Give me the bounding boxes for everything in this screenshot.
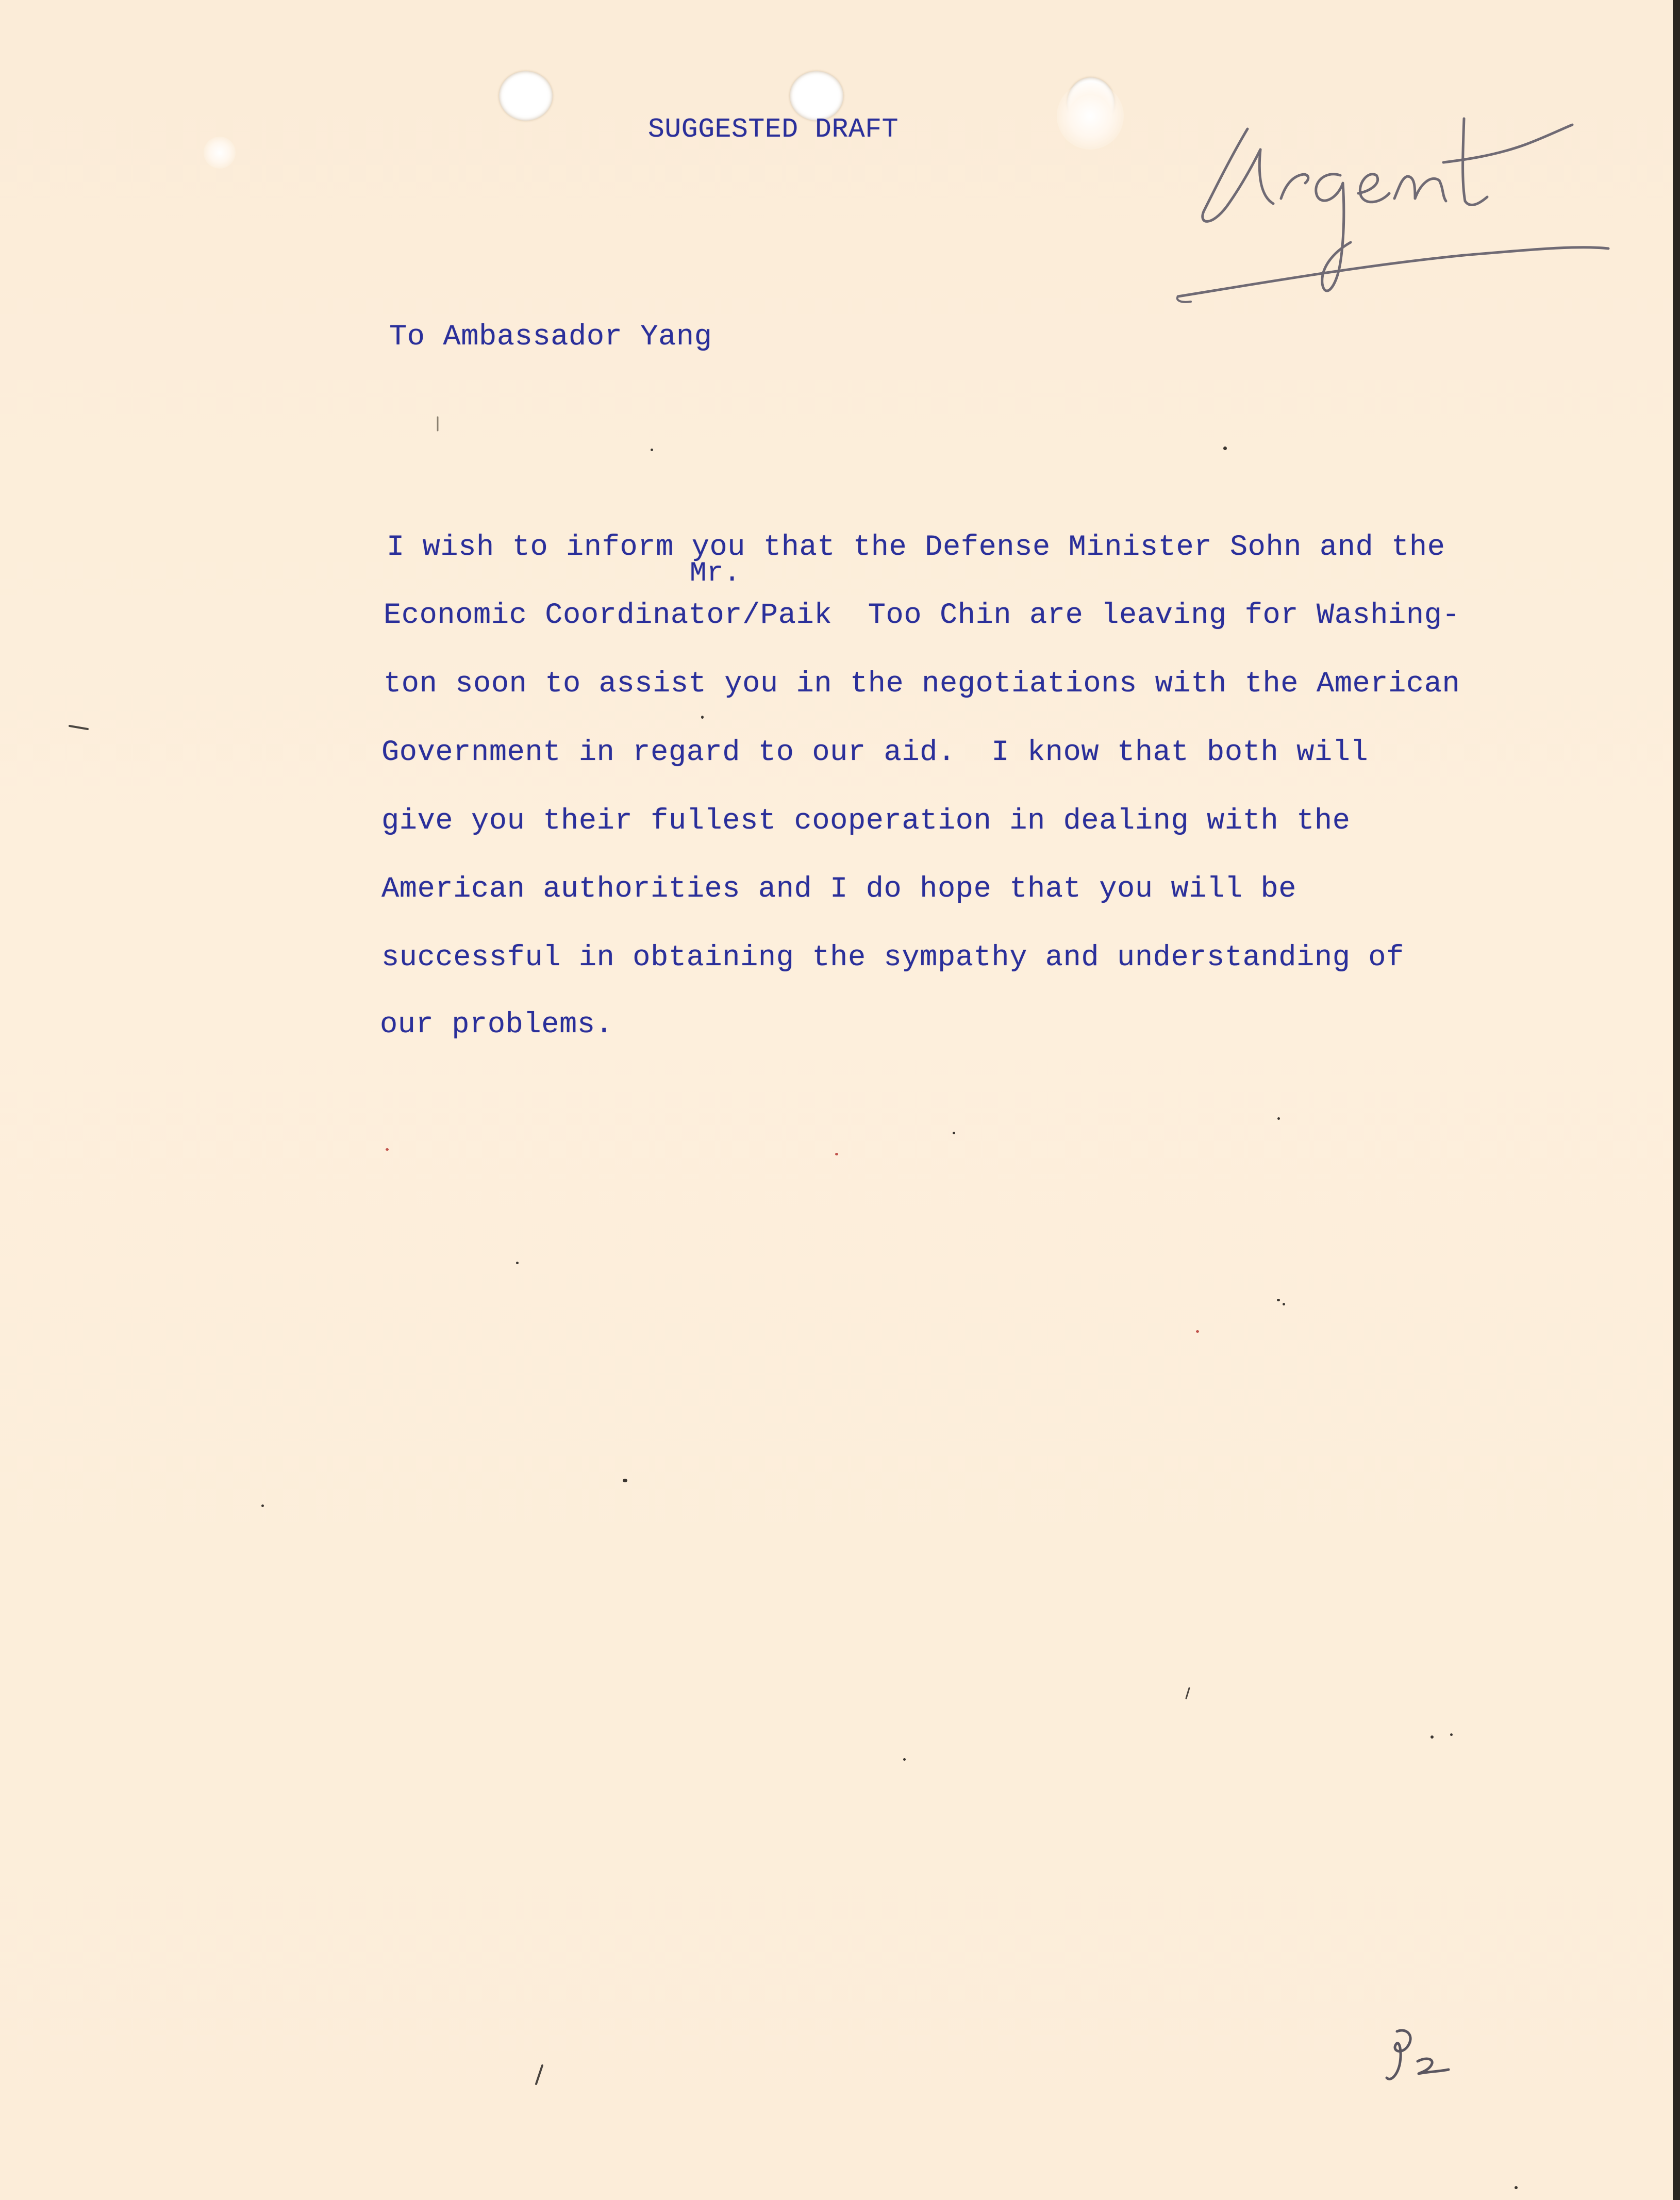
handwritten-page-mark (1376, 2021, 1464, 2093)
paper-speck (903, 1758, 906, 1761)
scan-edge (1673, 0, 1680, 2200)
paper-mark (1183, 1686, 1193, 1701)
paper-speck (261, 1504, 264, 1507)
paper-speck (651, 449, 653, 451)
paper-speck (835, 1153, 838, 1155)
paper-speck (1450, 1733, 1453, 1736)
paper-speck (1283, 1303, 1285, 1305)
body-line: Government in regard to our aid. I know that both will (381, 736, 1369, 769)
paper-speck (623, 1479, 627, 1482)
paper-speck (1515, 2186, 1518, 2189)
body-line: I wish to inform you that the Defense Minister Sohn and the (387, 531, 1445, 564)
paper-speck (1196, 1330, 1199, 1333)
inserted-title-mr: Mr. (690, 558, 741, 589)
paper-mark (532, 2062, 547, 2088)
paper-speck (953, 1132, 955, 1134)
handwritten-urgent-annotation (1155, 88, 1619, 325)
paper-speck (386, 1148, 389, 1151)
paper-smudge (204, 137, 236, 169)
paper-speck (1431, 1735, 1434, 1739)
document-title: SUGGESTED DRAFT (648, 114, 899, 145)
body-line: Economic Coordinator/Paik Too Chin are leaving for Washing- (384, 599, 1460, 632)
body-line: ton soon to assist you in the negotiations with the American (384, 668, 1460, 701)
addressee-line: To Ambassador Yang (389, 321, 712, 354)
body-line: American authorities and I do hope that you will be (381, 873, 1297, 906)
paper-speck (701, 716, 704, 719)
paper-mark (433, 415, 443, 434)
body-line: successful in obtaining the sympathy and understanding of (381, 941, 1404, 974)
paper-mark (67, 722, 93, 732)
body-line: give you their fullest cooperation in dealing with the (381, 805, 1351, 838)
paper-speck (516, 1262, 519, 1264)
body-line: our problems. (380, 1008, 613, 1041)
paper-smudge (1057, 82, 1124, 150)
paper-speck (1277, 1299, 1280, 1301)
paper-speck (1277, 1117, 1280, 1120)
punch-hole-middle (790, 71, 843, 121)
paper-speck (1223, 446, 1227, 450)
punch-hole-left (499, 71, 553, 121)
